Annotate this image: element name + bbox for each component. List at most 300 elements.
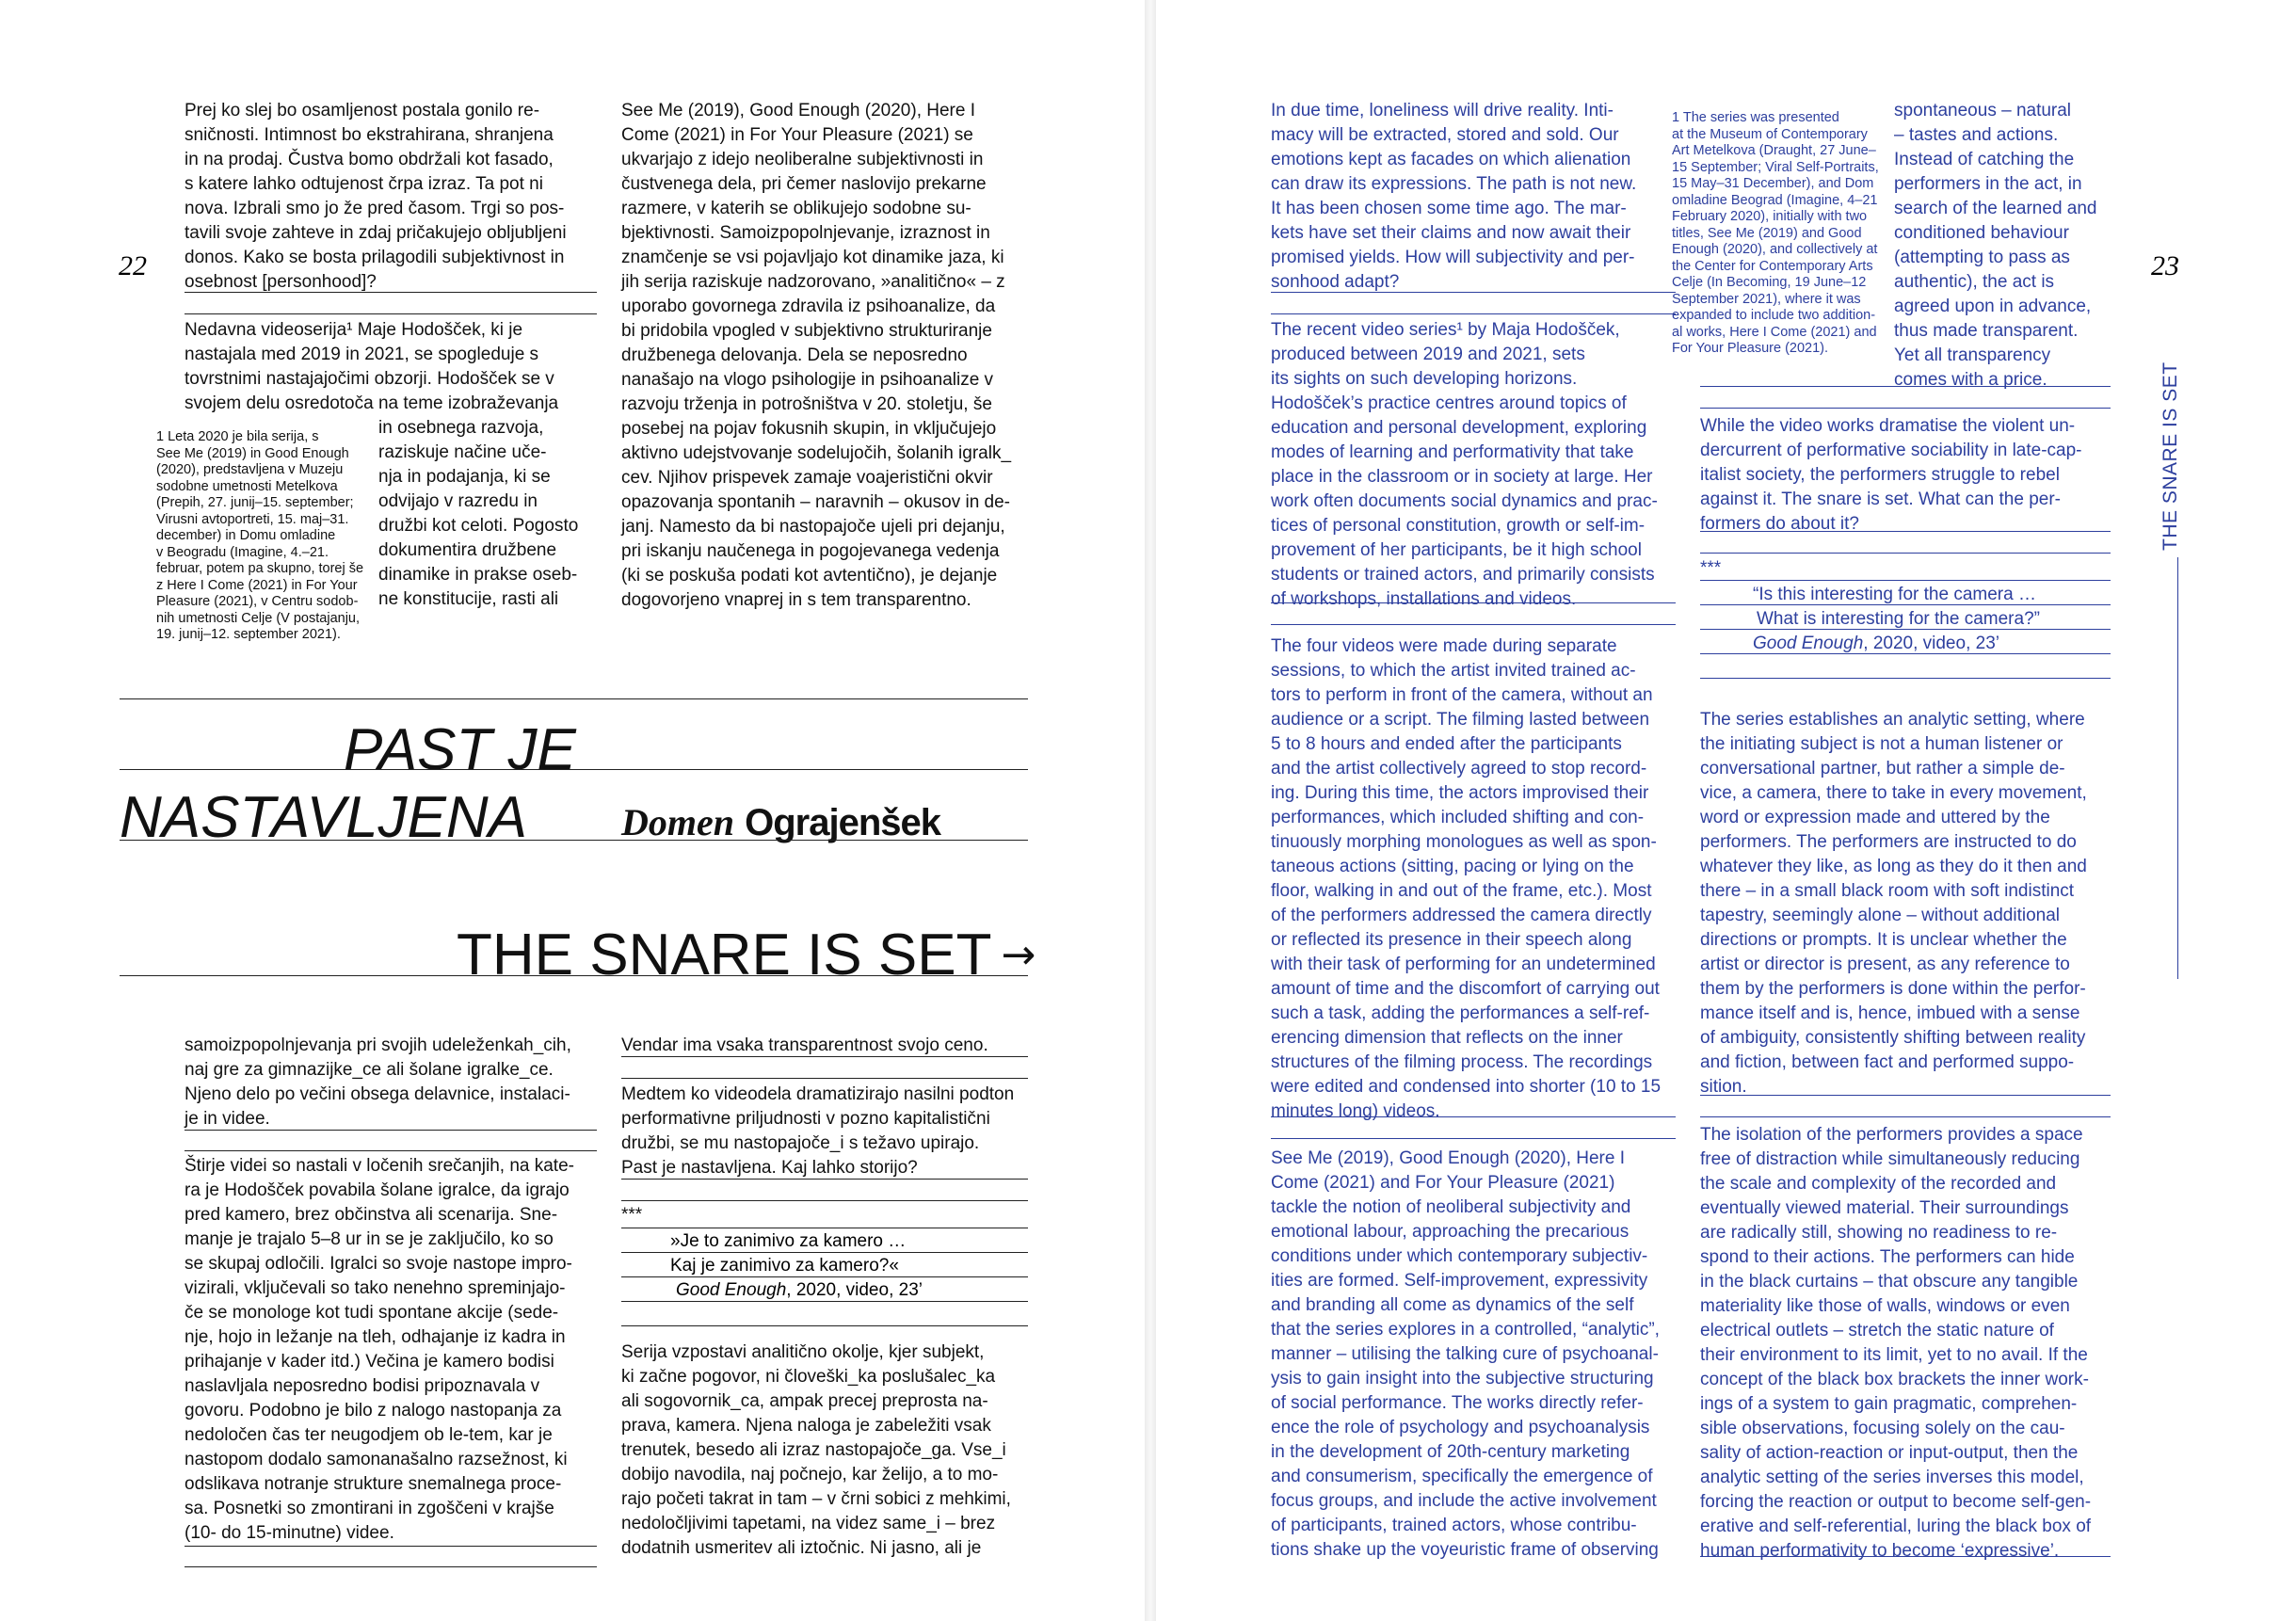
text-line: emotional labour, approaching the precarious bbox=[1271, 1222, 1630, 1242]
text-line: focus groups, and include the active involvement bbox=[1271, 1491, 1657, 1511]
text-line: sonhood adapt? bbox=[1271, 272, 1400, 292]
text-line: Medtem ko videodela dramatizirajo nasilni podton bbox=[621, 1084, 1015, 1104]
text-line: macy will be extracted, stored and sold. Our bbox=[1271, 125, 1619, 145]
paragraph bbox=[621, 1340, 1045, 1561]
rule bbox=[120, 698, 1028, 699]
text-line: vizirali, vključevali so tako nenehno spreminjajo- bbox=[185, 1278, 566, 1298]
text-line: posebej na pojav fokusnih skupin, in vključujejo bbox=[621, 419, 997, 439]
quote-line-2: Kaj je zanimivo za kamero?« bbox=[670, 1256, 899, 1276]
right-col1-c bbox=[1271, 634, 1685, 1124]
text-line: ing. During this time, the actors improvised their bbox=[1271, 783, 1649, 803]
text-line: cev. Njihov prispevek zamaje voajeristični okvir bbox=[621, 468, 993, 488]
text-line: dokumentira družbene bbox=[378, 540, 557, 560]
text-line: ysis to gain insight into the subjective structuring bbox=[1271, 1369, 1654, 1388]
right-col1-a bbox=[1271, 99, 1685, 295]
text-line: razvoju trženja in potrošništva v 20. stoletju, še bbox=[621, 394, 992, 414]
quote-line-1: “Is this interesting for the camera … bbox=[1753, 585, 2036, 604]
text-line: word or expression made and uttered by the bbox=[1700, 808, 2050, 827]
text-line: See Me (2019), Good Enough (2020), Here I bbox=[621, 101, 976, 120]
text-line: z Here I Come (2021) in For Your bbox=[156, 577, 358, 593]
text-line: thus made transparent. bbox=[1894, 321, 2079, 341]
text-line: promised yields. How will subjectivity and per- bbox=[1271, 248, 1635, 267]
left-quote bbox=[666, 1229, 1043, 1303]
text-line: samoizpopolnjevanja pri svojih udeleženkah_cih, bbox=[185, 1035, 571, 1055]
quote-source-title: Good Enough bbox=[1753, 634, 1864, 653]
text-line: For Your Pleasure (2021). bbox=[1672, 341, 1829, 356]
text-line: there – in a small black room with soft indistinct bbox=[1700, 881, 2075, 901]
text-line: nova. Izbrali smo jo že pred časom. Trgi so pos- bbox=[185, 199, 565, 218]
text-line: Serija vzpostavi analitično okolje, kjer subjekt, bbox=[621, 1342, 985, 1362]
rule bbox=[1271, 292, 1676, 293]
text-line: directions or prompts. It is unclear whether the bbox=[1700, 930, 2067, 950]
text-line: odvijajo v razredu in bbox=[378, 491, 538, 511]
text-line: expanded to include two addition- bbox=[1672, 308, 1876, 323]
section-break-stars: *** bbox=[1700, 558, 1722, 578]
text-line: tovrstnimi nastajajočimi obzorji. Hodošček se v bbox=[185, 369, 554, 389]
rule bbox=[1271, 313, 1676, 314]
text-line: materiality like those of walls, windows or even bbox=[1700, 1296, 2070, 1316]
text-line: naj gre za gimnazijke_ce ali šolane igralke_ce. bbox=[185, 1060, 554, 1080]
paragraph bbox=[621, 1083, 1045, 1180]
text-line: družbi kot celoti. Pogosto bbox=[378, 516, 579, 536]
rule bbox=[1700, 386, 2111, 387]
text-line: Hodošček’s practice centres around topics of bbox=[1271, 393, 1627, 413]
text-line: free of distraction while simultaneously reducing bbox=[1700, 1149, 2080, 1169]
rule bbox=[120, 840, 1028, 841]
left-col1-intro bbox=[185, 99, 608, 295]
text-line: tices of personal constitution, growth or self-im- bbox=[1271, 516, 1646, 536]
text-line: are radically still, showing no readiness to re- bbox=[1700, 1223, 2058, 1243]
text-line: Virusni avtoportreti, 15. maj–31. bbox=[156, 511, 349, 527]
rule bbox=[621, 1325, 1028, 1326]
right-col2-d bbox=[1700, 1123, 2124, 1564]
text-line: ki začne pogovor, ni človeški_ka poslušalec_ka bbox=[621, 1367, 996, 1387]
text-line: against it. The snare is set. What can the per- bbox=[1700, 490, 2062, 509]
text-line: students or trained actors, and primarily consists bbox=[1271, 565, 1655, 585]
text-line: december) in Domu omladine bbox=[156, 528, 336, 543]
text-line: performativne priljudnosti v pozno kapitalistični bbox=[621, 1109, 990, 1129]
text-line: at the Museum of Contemporary bbox=[1672, 126, 1868, 142]
text-line: (Prepih, 27. junij–15. september; bbox=[156, 495, 354, 510]
text-line: performances, which included shifting and con- bbox=[1271, 808, 1645, 827]
section-break-stars: *** bbox=[621, 1205, 643, 1225]
text-line: raziskuje načine uče- bbox=[378, 442, 547, 462]
text-line: can draw its expressions. The path is not new. bbox=[1271, 174, 1637, 194]
text-line: Celje (In Becoming, 19 June–12 bbox=[1672, 275, 1867, 290]
text-line: donos. Kako se bosta prilagodili subjektivnost in bbox=[185, 248, 565, 267]
text-line: s katere lahko odtujenost črpa izraz. Ta pot ni bbox=[185, 174, 543, 194]
text-line: sa. Posnetki so zmontirani in zgoščeni v krajše bbox=[185, 1499, 554, 1518]
text-line: (attempting to pass as bbox=[1894, 248, 2070, 267]
rule bbox=[1700, 678, 2111, 679]
text-line: of participants, trained actors, whose contribu- bbox=[1271, 1516, 1637, 1535]
text-line: Come (2021) and For Your Pleasure (2021) bbox=[1271, 1173, 1615, 1193]
text-line: structures of the filming process. The recordings bbox=[1271, 1052, 1653, 1072]
text-line: Štirje videi so nastali v ločenih srečanjih, na kate- bbox=[185, 1156, 574, 1176]
footnote-text bbox=[1672, 110, 1888, 358]
vertical-running-title bbox=[2160, 361, 2188, 551]
text-line: the Center for Contemporary Arts bbox=[1672, 258, 1873, 274]
rule bbox=[1700, 553, 2111, 554]
text-line: The four videos were made during separate bbox=[1271, 636, 1617, 656]
rule bbox=[1700, 1095, 2111, 1096]
text-line: Pleasure (2021), v Centru sodob- bbox=[156, 594, 359, 609]
text-line: titles, See Me (2019) and Good bbox=[1672, 225, 1862, 241]
rule bbox=[621, 1179, 1028, 1180]
left-col2-bottom-a bbox=[621, 1034, 1045, 1058]
text-line: provement of her participants, be it high school bbox=[1271, 540, 1642, 560]
text-line: februar, potem pa skupno, torej še bbox=[156, 561, 364, 576]
text-line: of social performance. The works directly refer- bbox=[1271, 1393, 1644, 1413]
text-line: work often documents social dynamics and prac- bbox=[1271, 491, 1658, 511]
text-line: in na prodaj. Čustva bomo obdržali kot fasado, bbox=[185, 150, 554, 169]
text-line: govoru. Podobno je bilo z nalogo nastopanja za bbox=[185, 1401, 562, 1420]
text-line: Come (2021) in For Your Pleasure (2021) se bbox=[621, 125, 973, 145]
text-line: of workshops, installations and videos. bbox=[1271, 589, 1577, 609]
text-line: Njeno delo po večini obsega delavnice, instalaci- bbox=[185, 1084, 570, 1104]
paragraph bbox=[1271, 634, 1685, 1124]
rule bbox=[621, 1078, 1028, 1079]
rule bbox=[1700, 629, 2111, 630]
text-line: performers. The performers are instructed to do bbox=[1700, 832, 2077, 852]
text-line: sition. bbox=[1700, 1077, 1747, 1097]
rule bbox=[621, 1056, 1028, 1057]
text-line: minutes long) videos. bbox=[1271, 1101, 1440, 1121]
english-title-text: THE SNARE IS SET bbox=[457, 923, 992, 987]
text-line: electrical outlets – stretch the static nature of bbox=[1700, 1321, 2054, 1340]
text-line: tackle the notion of neoliberal subjectivity and bbox=[1271, 1197, 1631, 1217]
right-col1-d bbox=[1271, 1147, 1685, 1563]
text-line: družbi, se mu nastopajoče_i s težavo upirajo. bbox=[621, 1133, 980, 1153]
paragraph bbox=[185, 318, 608, 416]
author-last-name: Ograjenšek bbox=[745, 802, 941, 843]
text-line: with their task of performing for an undetermined bbox=[1271, 955, 1656, 974]
text-line: modes of learning and performativity that take bbox=[1271, 442, 1634, 462]
text-line: prava, kamera. Njena naloga je zabeležiti vsak bbox=[621, 1416, 991, 1436]
paragraph bbox=[1700, 414, 2124, 537]
text-line: – tastes and actions. bbox=[1894, 125, 2059, 145]
text-line: floor, walking in and out of the frame, etc.). Most bbox=[1271, 881, 1652, 901]
text-line: erative and self-referential, luring the black box of bbox=[1700, 1517, 2092, 1536]
text-line: spond to their actions. The performers can hide bbox=[1700, 1247, 2075, 1267]
text-line: je in videe. bbox=[185, 1109, 270, 1129]
text-line: February 2020), initially with two bbox=[1672, 209, 1868, 224]
text-line: ings of a system to gain pragmatic, comprehen- bbox=[1700, 1394, 2078, 1414]
text-line: v Beogradu (Imagine, 4.–21. bbox=[156, 544, 329, 560]
text-line: and branding all come as dynamics of the self bbox=[1271, 1295, 1634, 1315]
text-line: Nedavna videoserija¹ Maje Hodošček, ki je bbox=[185, 320, 523, 340]
text-line: dogovorjeno vnaprej in s tem transparentno. bbox=[621, 590, 971, 610]
text-line: razmere, v katerih se oblikujejo sodobne su- bbox=[621, 199, 971, 218]
text-line: čustvenega dela, pri čemer naslovijo prekarne bbox=[621, 174, 987, 194]
left-col2-bottom-b bbox=[621, 1083, 1045, 1180]
text-line: eventually viewed material. Their surroundings bbox=[1700, 1198, 2069, 1218]
text-line: The recent video series¹ by Maja Hodošček, bbox=[1271, 320, 1620, 340]
right-quote bbox=[1753, 583, 2120, 656]
text-line: its sights on such developing horizons. bbox=[1271, 369, 1578, 389]
page-number-right: 23 bbox=[2151, 250, 2179, 281]
rule bbox=[1700, 1556, 2111, 1557]
text-line: conversational partner, but rather a simple de- bbox=[1700, 759, 2065, 778]
text-line: amount of time and the discomfort of carrying out bbox=[1271, 979, 1660, 999]
text-line: in osebnega razvoja, bbox=[378, 418, 544, 438]
text-line: The isolation of the performers provides a space bbox=[1700, 1125, 2083, 1145]
right-col1-b bbox=[1271, 318, 1685, 612]
paragraph bbox=[185, 1154, 608, 1546]
text-line: mance itself and is, hence, imbued with a sense bbox=[1700, 1003, 2080, 1023]
text-line: concept of the black box brackets the inner work- bbox=[1700, 1370, 2089, 1389]
rule bbox=[621, 1301, 1028, 1302]
quote-source-rest: , 2020, video, 23’ bbox=[786, 1280, 923, 1300]
text-line: 1 Leta 2020 je bila serija, s bbox=[156, 429, 319, 444]
text-line: dercurrent of performative sociability in late-cap- bbox=[1700, 441, 2082, 460]
vertical-title-text: THE SNARE IS SET bbox=[2160, 361, 2181, 551]
text-line: nastajala med 2019 in 2021, se spogleduje s bbox=[185, 345, 539, 364]
text-line: were edited and condensed into shorter (10 to 15 bbox=[1271, 1077, 1662, 1097]
text-line: nanašajo na vlogo psihologije in psihoanalize v bbox=[621, 370, 994, 390]
text-line: nih umetnosti Celje (V postajanju, bbox=[156, 610, 361, 626]
quote-line-1: »Je to zanimivo za kamero … bbox=[670, 1231, 907, 1251]
text-line: sodobne umetnosti Metelkova bbox=[156, 478, 338, 494]
text-line: tapestry, seemingly alone – without additional bbox=[1700, 906, 2060, 925]
text-line: (2020), predstavljena v Muzeju bbox=[156, 462, 344, 477]
text-line: taneous actions (sitting, pacing or lying on the bbox=[1271, 857, 1634, 876]
text-line: See Me (2019) in Good Enough bbox=[156, 445, 349, 461]
text-line: (10- do 15-minutne) videe. bbox=[185, 1523, 394, 1543]
text-line: kets have set their claims and now await their bbox=[1271, 223, 1631, 243]
text-line: aktivno udejstvovanje sodelujočih, šolanih igralk_ bbox=[621, 443, 1012, 463]
text-line: nje, hojo in ležanje na tleh, odhajanje iz kadra in bbox=[185, 1327, 566, 1347]
text-line: sality of action-reaction or input-output, then the bbox=[1700, 1443, 2079, 1463]
text-line: such a task, adding the performances a self-ref- bbox=[1271, 1003, 1650, 1023]
left-col2-bottom-c bbox=[621, 1340, 1045, 1561]
text-line: nastopom dodalo samonanašalno razsežnost, ki bbox=[185, 1450, 568, 1469]
rule bbox=[185, 313, 597, 314]
paragraph bbox=[1894, 99, 2120, 393]
rule bbox=[621, 1252, 1028, 1253]
text-line: search of the learned and bbox=[1894, 199, 2097, 218]
text-line: pri iskanju naučenega in pogojevanega vedenja bbox=[621, 541, 1000, 561]
text-line: nja in podajanja, ki se bbox=[378, 467, 551, 487]
text-line: Vendar ima vsaka transparentnost svojo ceno. bbox=[621, 1035, 988, 1055]
text-line: erencing dimension that reflects on the inner bbox=[1271, 1028, 1623, 1048]
text-line: pred kamero, brez občinstva ali scenarija. Sne- bbox=[185, 1205, 558, 1225]
title-line-1: PAST JE bbox=[344, 717, 576, 782]
text-line: performers in the act, in bbox=[1894, 174, 2082, 194]
rule bbox=[185, 1150, 597, 1151]
text-line: naslavljala neposredno bodisi pripoznavala v bbox=[185, 1376, 540, 1396]
text-line: osebnost [personhood]? bbox=[185, 272, 377, 292]
rule bbox=[621, 1200, 1028, 1201]
quote-source-title: Good Enough bbox=[676, 1280, 787, 1300]
text-line: agreed upon in advance, bbox=[1894, 297, 2092, 316]
text-line: 15 May–31 December), and Dom bbox=[1672, 176, 1874, 191]
title-line-2: NASTAVLJENA bbox=[120, 785, 528, 850]
left-col1-series-wrap bbox=[378, 416, 604, 612]
text-line: manner – utilising the talking cure of psychoanal- bbox=[1271, 1344, 1659, 1364]
text-line: dodatnih usmeritev ali iztočnic. Ni jasno, ali je bbox=[621, 1538, 982, 1558]
text-line: Enough (2020), and collectively at bbox=[1672, 242, 1878, 257]
page-number-left: 22 bbox=[119, 250, 147, 281]
text-line: their environment to its limit, yet to no avail. If the bbox=[1700, 1345, 2088, 1365]
text-line: artist or director is present, as any reference to bbox=[1700, 955, 2070, 974]
text-line: se skupaj odločili. Igralci so svoje nastope impro- bbox=[185, 1254, 572, 1274]
text-line: in the development of 20th-century marketing bbox=[1271, 1442, 1630, 1462]
author-name bbox=[621, 801, 940, 844]
text-line: emotions kept as facades on which alienation bbox=[1271, 150, 1631, 169]
text-line: spontaneous – natural bbox=[1894, 101, 2072, 120]
text-line: sible observations, focusing solely on the cau- bbox=[1700, 1419, 2065, 1438]
text-line: In due time, loneliness will drive reality. Inti- bbox=[1271, 101, 1614, 120]
text-line: znamčenje se vsi pojavljajo kot dinamike jaza, ki bbox=[621, 248, 1004, 267]
text-line: human performativity to become ‘expressive’. bbox=[1700, 1541, 2060, 1561]
rule bbox=[185, 1566, 597, 1567]
text-line: Art Metelkova (Draught, 27 June– bbox=[1672, 143, 1876, 158]
author-first-name: Domen bbox=[621, 801, 734, 843]
paragraph bbox=[378, 416, 604, 612]
text-line: uporabo govornega zdravila iz psihoanalize, da bbox=[621, 297, 996, 316]
text-line: 15 September; Viral Self-Portraits, bbox=[1672, 159, 1879, 175]
text-line: audience or a script. The filming lasted between bbox=[1271, 710, 1650, 730]
rule bbox=[1700, 1116, 2111, 1117]
text-line: formers do about it? bbox=[1700, 514, 1859, 534]
rule bbox=[1700, 653, 2111, 654]
left-col1-bottom-a bbox=[185, 1034, 608, 1131]
text-line: that the series explores in a controlled, “analytic”, bbox=[1271, 1320, 1660, 1340]
text-line: Past je nastavljena. Kaj lahko storijo? bbox=[621, 1158, 918, 1178]
text-line: ra je Hodošček povabila šolane igralce, da igrajo bbox=[185, 1180, 570, 1200]
text-line: whatever they like, as long as they do it then and bbox=[1700, 857, 2087, 876]
text-line: and fiction, between fact and performed suppo- bbox=[1700, 1052, 2075, 1072]
paragraph bbox=[1271, 318, 1685, 612]
right-footnote bbox=[1672, 110, 1888, 358]
rule bbox=[120, 769, 1028, 770]
left-col2-top bbox=[621, 99, 1040, 613]
text-line: conditioned behaviour bbox=[1894, 223, 2069, 243]
text-line: of the performers addressed the camera directly bbox=[1271, 906, 1652, 925]
text-line: 1 The series was presented bbox=[1672, 110, 1839, 125]
text-line: tions shake up the voyeuristic frame of observing bbox=[1271, 1540, 1659, 1560]
text-line: nedoločljivimi tapetami, na videz same_i – brez bbox=[621, 1514, 996, 1533]
text-line: vice, a camera, there to take in every movement, bbox=[1700, 783, 2087, 803]
paragraph bbox=[621, 1034, 1045, 1058]
rule bbox=[185, 1546, 597, 1547]
rule bbox=[1271, 1138, 1676, 1139]
text-line: and the artist collectively agreed to stop record- bbox=[1271, 759, 1647, 778]
text-line: ne konstitucije, rasti ali bbox=[378, 589, 559, 609]
text-line: September 2021), where it was bbox=[1672, 291, 1861, 307]
text-line: the scale and complexity of the recorded and bbox=[1700, 1174, 2057, 1194]
text-line: bjektivnosti. Samoizpopolnjevanje, izraznost in bbox=[621, 223, 990, 243]
text-line: comes with a price. bbox=[1894, 370, 2047, 390]
text-line: produced between 2019 and 2021, sets bbox=[1271, 345, 1585, 364]
text-line: ities are formed. Self-improvement, expressivity bbox=[1271, 1271, 1648, 1291]
text-line: družbenega delovanja. Dela se neposredno bbox=[621, 345, 968, 365]
text-line: janj. Namesto da bi nastopajoče ujeli pri dejanju, bbox=[621, 517, 1005, 537]
text-line: and consumerism, specifically the emergence of bbox=[1271, 1467, 1653, 1486]
text-line: Prej ko slej bo osamljenost postala gonilo re- bbox=[185, 101, 540, 120]
text-line: dinamike in prakse oseb- bbox=[378, 565, 578, 585]
text-line: (ki se poskuša podati kot avtentično), je dejanje bbox=[621, 566, 998, 586]
quote-source-rest: , 2020, video, 23’ bbox=[1863, 634, 1999, 653]
quote-line-2: What is interesting for the camera?” bbox=[1757, 609, 2040, 629]
text-line: 5 to 8 hours and ended after the participants bbox=[1271, 734, 1622, 754]
text-line: It has been chosen some time ago. The mar- bbox=[1271, 199, 1627, 218]
footnote-text bbox=[156, 429, 375, 644]
text-line: of ambiguity, consistently shifting between reality bbox=[1700, 1028, 2086, 1048]
book-spine bbox=[1145, 0, 1156, 1621]
text-line: them by the performers is done within the perfor- bbox=[1700, 979, 2086, 999]
paragraph bbox=[185, 99, 608, 295]
paragraph bbox=[1271, 99, 1685, 295]
rule bbox=[1271, 602, 1676, 603]
text-line: the initiating subject is not a human listener or bbox=[1700, 734, 2063, 754]
text-line: italist society, the performers struggle to rebel bbox=[1700, 465, 2060, 485]
text-line: See Me (2019), Good Enough (2020), Here I bbox=[1271, 1148, 1626, 1168]
text-line: or reflected its presence in their speech along bbox=[1271, 930, 1632, 950]
text-line: While the video works dramatise the violent un- bbox=[1700, 416, 2076, 436]
text-line: dobijo navodila, naj počnejo, kar želijo, a to mo- bbox=[621, 1465, 999, 1485]
text-line: ence the role of psychology and psychoanalysis bbox=[1271, 1418, 1650, 1437]
right-col2-b bbox=[1700, 414, 2124, 537]
right-col2-a bbox=[1894, 99, 2120, 393]
rule bbox=[1271, 624, 1676, 625]
text-line: place in the classroom or in society at large. Her bbox=[1271, 467, 1653, 487]
text-line: in the black curtains – that obscure any tangible bbox=[1700, 1272, 2079, 1292]
rule bbox=[1700, 580, 2111, 581]
left-footnote bbox=[156, 429, 375, 644]
text-line: tavili svoje zahteve in zdaj pričakujejo obljubljeni bbox=[185, 223, 567, 243]
text-line: manje je trajalo 5–8 ur in se je zaključilo, ko so bbox=[185, 1229, 554, 1249]
text-line: authentic), the act is bbox=[1894, 272, 2055, 292]
text-line: nedoločen čas ter neugodjem ob le-tem, kar je bbox=[185, 1425, 553, 1445]
rule bbox=[120, 975, 1028, 976]
left-col1-bottom-b bbox=[185, 1154, 608, 1546]
left-col1-series-intro bbox=[185, 318, 608, 416]
text-line: forcing the reaction or output to become self-gen- bbox=[1700, 1492, 2092, 1512]
text-line: 19. junij–12. september 2021). bbox=[156, 627, 341, 642]
right-col2-c bbox=[1700, 708, 2124, 1099]
text-line: analytic setting of the series inverses this model, bbox=[1700, 1468, 2084, 1487]
text-line: rajo početi takrat in tam – v črni sobici z mehkimi, bbox=[621, 1489, 1011, 1509]
paragraph bbox=[1700, 708, 2124, 1099]
text-line: jih serija raziskuje nadzorovano, »analitično« – z bbox=[621, 272, 1005, 292]
paragraph bbox=[185, 1034, 608, 1131]
text-line: sessions, to which the artist invited trained ac- bbox=[1271, 661, 1636, 681]
text-line: ukvarjajo z idejo neoliberalne subjektivnosti in bbox=[621, 150, 984, 169]
rule bbox=[1271, 1116, 1676, 1117]
text-line: tors to perform in front of the camera, without an bbox=[1271, 685, 1653, 705]
text-line: odslikava notranje strukture snemalnega proce- bbox=[185, 1474, 562, 1494]
text-line: Instead of catching the bbox=[1894, 150, 2075, 169]
text-line: al works, Here I Come (2021) and bbox=[1672, 324, 1877, 340]
text-line: Yet all transparency bbox=[1894, 345, 2051, 365]
text-line: conditions under which contemporary subjectiv- bbox=[1271, 1246, 1648, 1266]
text-line: svojem delu osredotoča na teme izobraževanja bbox=[185, 393, 559, 413]
text-line: ali sogovornik_ca, ampak precej preprosta na- bbox=[621, 1391, 988, 1411]
rule bbox=[621, 1276, 1028, 1277]
text-line: The series establishes an analytic setting, where bbox=[1700, 710, 2085, 730]
text-line: tinuously morphing monologues as well as spon- bbox=[1271, 832, 1657, 852]
text-line: sničnosti. Intimnost bo ekstrahirana, shranjena bbox=[185, 125, 554, 145]
text-line: če se monologe kot tudi spontane akcije (sede- bbox=[185, 1303, 559, 1323]
text-line: education and personal development, exploring bbox=[1271, 418, 1647, 438]
text-line: prihajanje v kader itd.) Večina je kamero bodisi bbox=[185, 1352, 554, 1372]
quote-source bbox=[666, 1278, 1043, 1303]
rule bbox=[1700, 604, 2111, 605]
paragraph bbox=[1700, 1123, 2124, 1564]
paragraph bbox=[621, 99, 1040, 613]
